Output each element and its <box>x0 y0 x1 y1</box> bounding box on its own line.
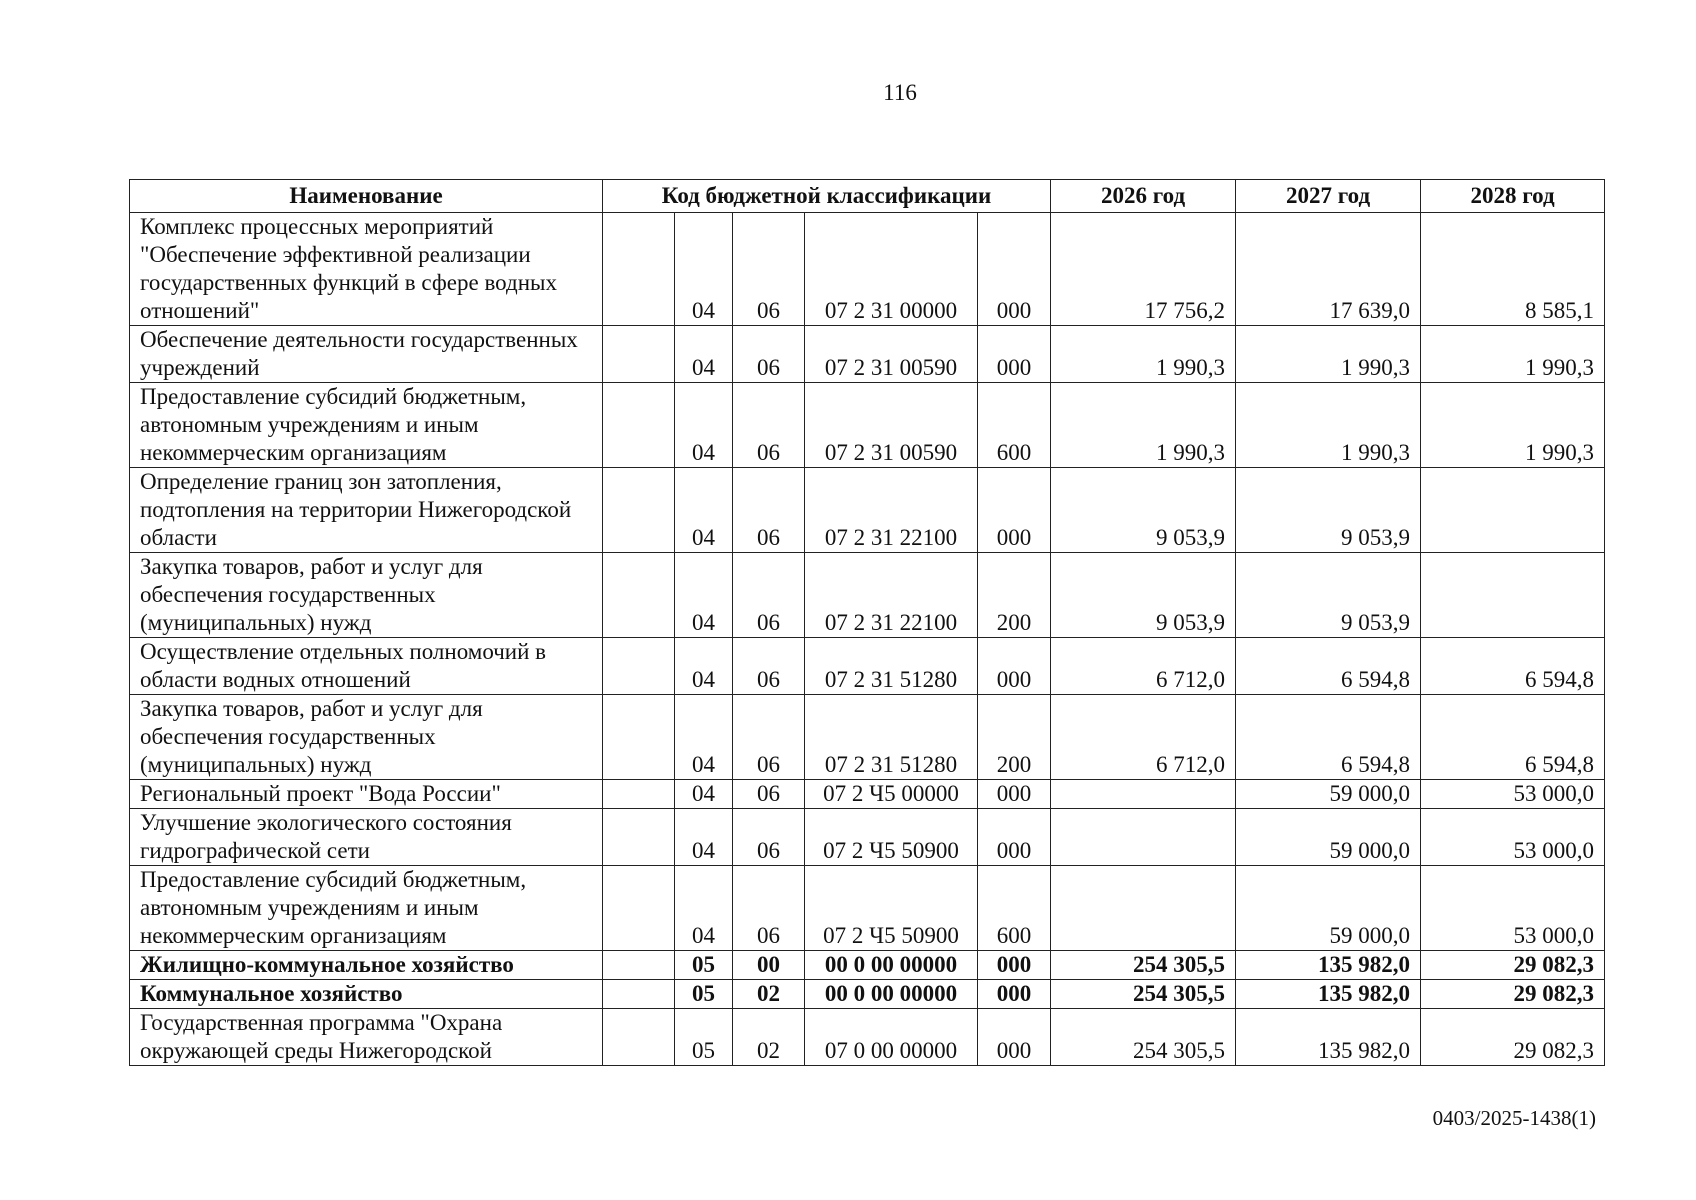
row-code-target: 00 0 00 00000 <box>805 951 978 980</box>
row-blank-cell <box>603 866 675 951</box>
row-code-section: 04 <box>675 695 733 780</box>
row-value-2028: 29 082,3 <box>1421 1009 1605 1066</box>
row-code-expense-type: 000 <box>978 980 1051 1009</box>
row-value-2028: 29 082,3 <box>1421 951 1605 980</box>
row-code-expense-type: 000 <box>978 468 1051 553</box>
row-value-2028 <box>1421 553 1605 638</box>
row-code-section: 05 <box>675 951 733 980</box>
row-code-expense-type: 000 <box>978 809 1051 866</box>
row-value-2026 <box>1051 780 1236 809</box>
row-code-target: 07 2 31 00590 <box>805 326 978 383</box>
table-row <box>130 695 1605 780</box>
row-code-subsection: 02 <box>733 980 805 1009</box>
row-value-2027: 6 594,8 <box>1236 695 1421 780</box>
row-code-expense-type: 000 <box>978 1009 1051 1066</box>
row-name: Коммунальное хозяйство <box>130 980 603 1009</box>
row-blank-cell <box>603 695 675 780</box>
table-row <box>130 553 1605 638</box>
table-row <box>130 638 1605 695</box>
row-blank-cell <box>603 383 675 468</box>
header-code: Код бюджетной классификации <box>603 180 1051 213</box>
row-value-2027: 6 594,8 <box>1236 638 1421 695</box>
row-code-expense-type: 600 <box>978 383 1051 468</box>
row-value-2026: 6 712,0 <box>1051 638 1236 695</box>
row-blank-cell <box>603 553 675 638</box>
row-name: Улучшение экологического состояния гидрографической сети <box>130 809 603 866</box>
row-code-subsection: 06 <box>733 809 805 866</box>
row-code-subsection: 06 <box>733 638 805 695</box>
row-code-expense-type: 000 <box>978 638 1051 695</box>
row-name: Закупка товаров, работ и услуг для обеспечения государственных (муниципальных) нужд <box>130 695 603 780</box>
row-code-target: 07 2 Ч5 00000 <box>805 780 978 809</box>
table-row <box>130 780 1605 809</box>
row-code-subsection: 06 <box>733 326 805 383</box>
row-code-subsection: 06 <box>733 213 805 326</box>
row-value-2028: 6 594,8 <box>1421 695 1605 780</box>
row-name: Осуществление отдельных полномочий в области водных отношений <box>130 638 603 695</box>
row-code-section: 05 <box>675 980 733 1009</box>
row-name: Обеспечение деятельности государственных учреждений <box>130 326 603 383</box>
row-value-2027: 135 982,0 <box>1236 1009 1421 1066</box>
row-value-2027: 9 053,9 <box>1236 553 1421 638</box>
row-value-2027: 59 000,0 <box>1236 809 1421 866</box>
row-name: Закупка товаров, работ и услуг для обеспечения государственных (муниципальных) нужд <box>130 553 603 638</box>
table-row <box>130 951 1605 980</box>
row-code-expense-type: 000 <box>978 213 1051 326</box>
row-name: Определение границ зон затопления, подтопления на территории Нижегородской области <box>130 468 603 553</box>
row-code-subsection: 06 <box>733 383 805 468</box>
row-value-2026: 254 305,5 <box>1051 951 1236 980</box>
row-code-target: 07 2 31 00590 <box>805 383 978 468</box>
row-value-2028: 29 082,3 <box>1421 980 1605 1009</box>
table-row <box>130 383 1605 468</box>
row-code-expense-type: 600 <box>978 866 1051 951</box>
row-code-subsection: 06 <box>733 780 805 809</box>
row-name: Предоставление субсидий бюджетным, автономным учреждениям и иным некоммерческим организациям <box>130 383 603 468</box>
header-2028: 2028 год <box>1421 180 1605 213</box>
row-code-subsection: 06 <box>733 866 805 951</box>
row-code-subsection: 06 <box>733 468 805 553</box>
table-row <box>130 866 1605 951</box>
row-code-section: 04 <box>675 780 733 809</box>
row-code-target: 00 0 00 00000 <box>805 980 978 1009</box>
row-value-2027: 1 990,3 <box>1236 383 1421 468</box>
row-code-section: 04 <box>675 383 733 468</box>
row-blank-cell <box>603 326 675 383</box>
row-value-2028 <box>1421 468 1605 553</box>
row-code-target: 07 2 Ч5 50900 <box>805 866 978 951</box>
budget-table <box>129 179 1605 1066</box>
table-row <box>130 809 1605 866</box>
table-header-row <box>130 180 1605 213</box>
row-value-2026: 9 053,9 <box>1051 468 1236 553</box>
document-code: 0403/2025-1438(1) <box>1432 1106 1596 1130</box>
row-code-section: 05 <box>675 1009 733 1066</box>
row-value-2028: 8 585,1 <box>1421 213 1605 326</box>
row-value-2028: 6 594,8 <box>1421 638 1605 695</box>
row-code-target: 07 2 31 22100 <box>805 468 978 553</box>
table-body <box>130 213 1605 1066</box>
row-value-2026 <box>1051 809 1236 866</box>
row-code-target: 07 2 31 51280 <box>805 695 978 780</box>
row-code-subsection: 06 <box>733 695 805 780</box>
row-name: Жилищно-коммунальное хозяйство <box>130 951 603 980</box>
row-value-2027: 17 639,0 <box>1236 213 1421 326</box>
row-blank-cell <box>603 980 675 1009</box>
table-row <box>130 468 1605 553</box>
page-number: 116 <box>883 80 917 105</box>
header-2027: 2027 год <box>1236 180 1421 213</box>
row-value-2026: 6 712,0 <box>1051 695 1236 780</box>
table-row <box>130 1009 1605 1066</box>
row-blank-cell <box>603 213 675 326</box>
row-value-2028: 53 000,0 <box>1421 780 1605 809</box>
row-blank-cell <box>603 809 675 866</box>
row-code-section: 04 <box>675 866 733 951</box>
row-value-2028: 1 990,3 <box>1421 326 1605 383</box>
row-value-2027: 59 000,0 <box>1236 780 1421 809</box>
row-code-expense-type: 200 <box>978 695 1051 780</box>
row-code-target: 07 2 31 00000 <box>805 213 978 326</box>
row-code-target: 07 2 31 22100 <box>805 553 978 638</box>
row-code-section: 04 <box>675 326 733 383</box>
row-value-2026: 254 305,5 <box>1051 1009 1236 1066</box>
row-value-2026: 9 053,9 <box>1051 553 1236 638</box>
row-code-subsection: 02 <box>733 1009 805 1066</box>
row-value-2028: 53 000,0 <box>1421 809 1605 866</box>
row-code-target: 07 2 Ч5 50900 <box>805 809 978 866</box>
row-value-2027: 135 982,0 <box>1236 980 1421 1009</box>
row-blank-cell <box>603 1009 675 1066</box>
header-2026: 2026 год <box>1051 180 1236 213</box>
row-value-2027: 59 000,0 <box>1236 866 1421 951</box>
row-code-section: 04 <box>675 468 733 553</box>
row-value-2027: 1 990,3 <box>1236 326 1421 383</box>
header-name: Наименование <box>130 180 603 213</box>
row-value-2028: 53 000,0 <box>1421 866 1605 951</box>
row-code-section: 04 <box>675 809 733 866</box>
row-blank-cell <box>603 951 675 980</box>
row-value-2026: 254 305,5 <box>1051 980 1236 1009</box>
row-blank-cell <box>603 780 675 809</box>
row-code-section: 04 <box>675 213 733 326</box>
table-row <box>130 326 1605 383</box>
row-blank-cell <box>603 638 675 695</box>
row-code-section: 04 <box>675 638 733 695</box>
row-value-2028: 1 990,3 <box>1421 383 1605 468</box>
row-value-2026: 17 756,2 <box>1051 213 1236 326</box>
row-code-target: 07 0 00 00000 <box>805 1009 978 1066</box>
row-code-subsection: 00 <box>733 951 805 980</box>
row-value-2027: 135 982,0 <box>1236 951 1421 980</box>
row-value-2026: 1 990,3 <box>1051 326 1236 383</box>
row-code-target: 07 2 31 51280 <box>805 638 978 695</box>
row-name: Государственная программа "Охрана окружающей среды Нижегородской <box>130 1009 603 1066</box>
table-row <box>130 213 1605 326</box>
row-code-expense-type: 000 <box>978 780 1051 809</box>
row-name: Комплекс процессных мероприятий "Обеспечение эффективной реализации государственных функций в сфере водных отношений" <box>130 213 603 326</box>
row-code-section: 04 <box>675 553 733 638</box>
row-value-2026: 1 990,3 <box>1051 383 1236 468</box>
row-blank-cell <box>603 468 675 553</box>
row-code-subsection: 06 <box>733 553 805 638</box>
row-name: Региональный проект "Вода России" <box>130 780 603 809</box>
row-code-expense-type: 200 <box>978 553 1051 638</box>
row-code-expense-type: 000 <box>978 951 1051 980</box>
row-name: Предоставление субсидий бюджетным, автономным учреждениям и иным некоммерческим организациям <box>130 866 603 951</box>
row-value-2026 <box>1051 866 1236 951</box>
row-code-expense-type: 000 <box>978 326 1051 383</box>
table-row <box>130 980 1605 1009</box>
row-value-2027: 9 053,9 <box>1236 468 1421 553</box>
